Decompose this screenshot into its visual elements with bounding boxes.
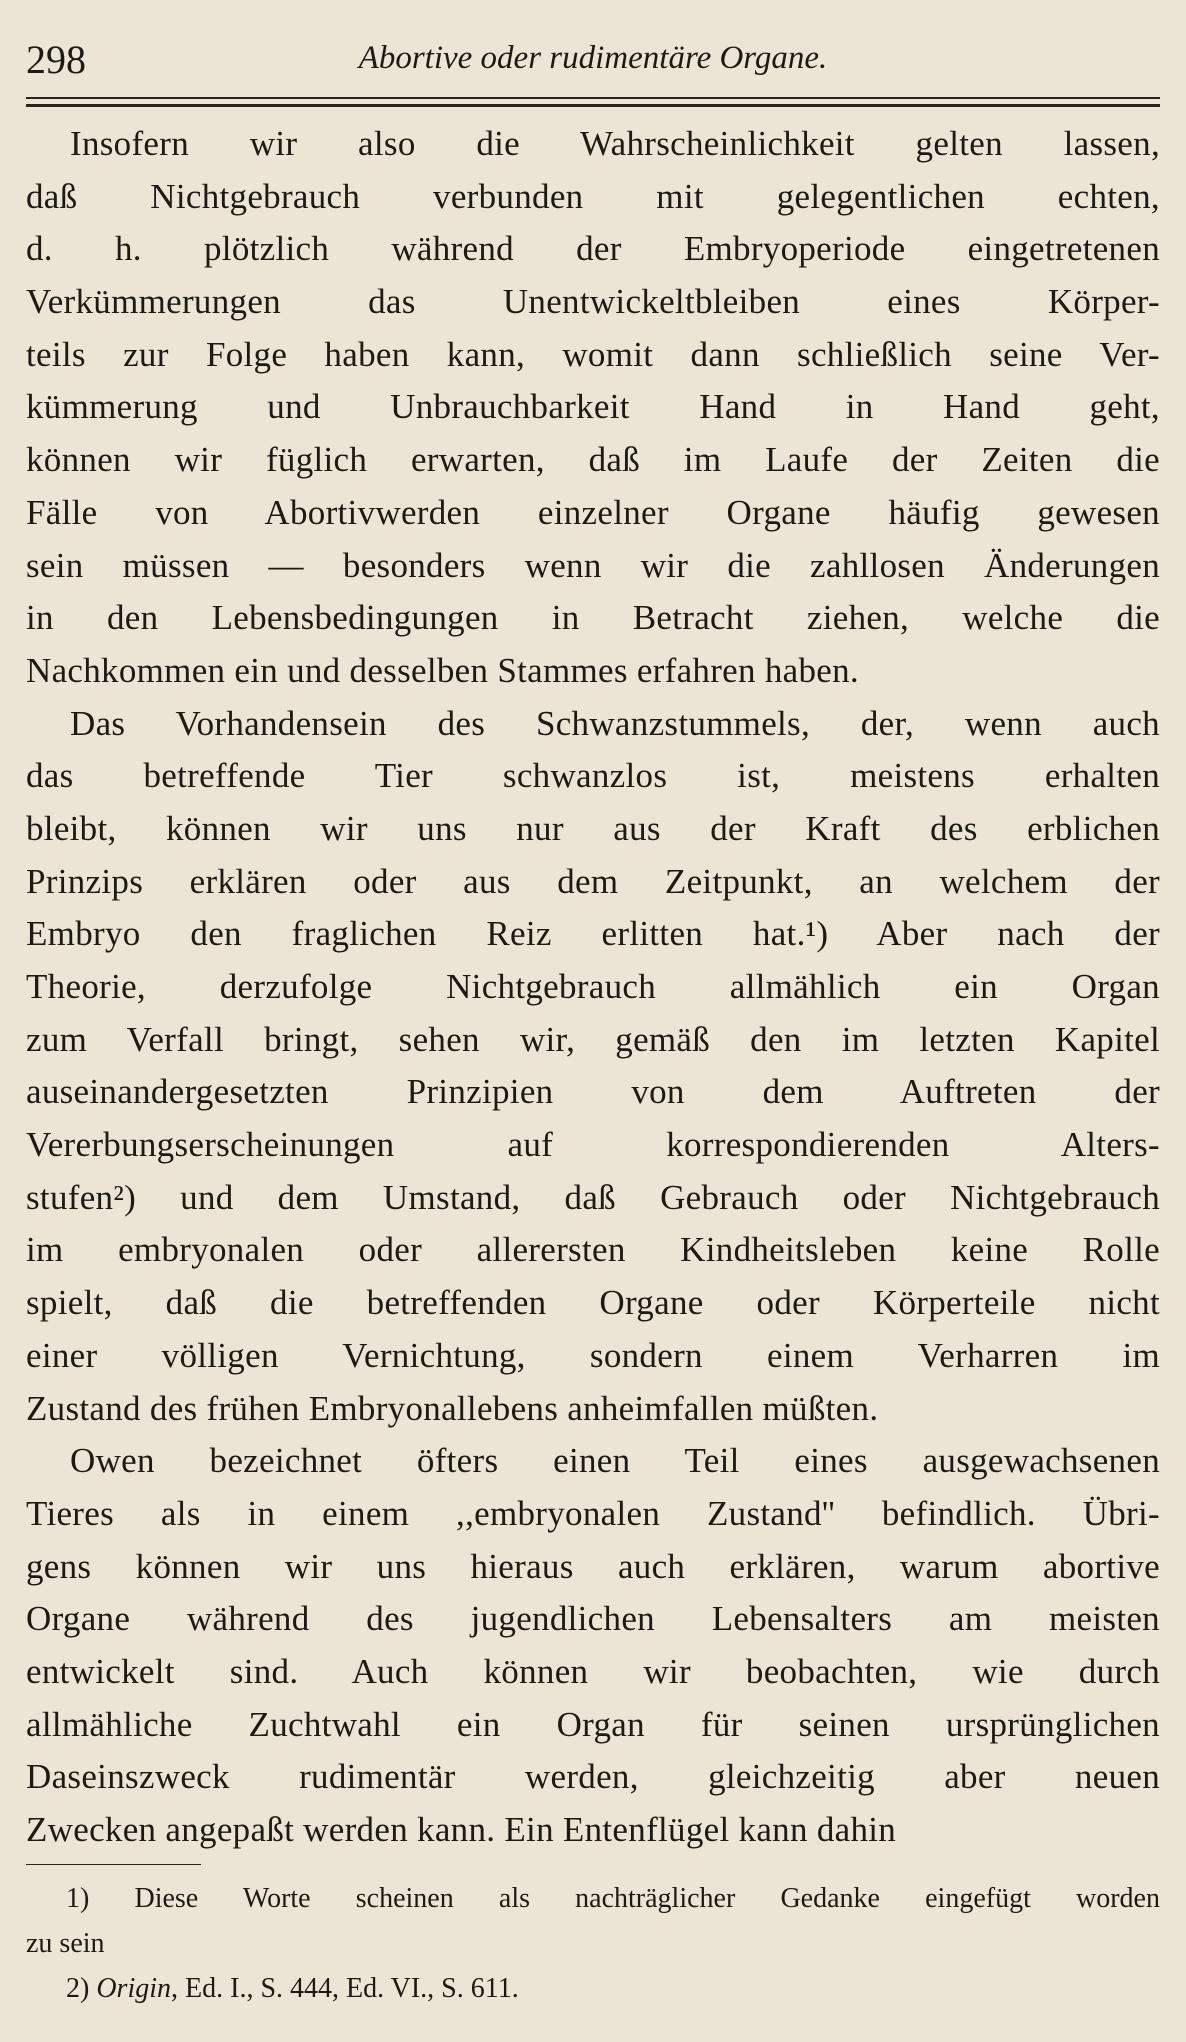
text-line: stufen²) und dem Umstand, daß Gebrauch oder Nichtgebrauch [26,1177,1160,1217]
text-line: können wir füglich erwarten, daß im Laufe der Zeiten die [26,440,1160,480]
text-line: allmähliche Zuchtwahl ein Organ für seinen ursprünglichen [26,1704,1160,1744]
text-line: Nachkommen ein und desselben Stammes erfahren haben. [26,650,859,690]
text-line: Organe während des jugendlichen Lebensalters am meisten [26,1599,1160,1639]
text-line: kümmerung und Unbrauchbarkeit Hand in Hand geht, [26,387,1160,427]
footnote-2-reference: , Ed. I., S. 444, Ed. VI., S. 611. [171,1973,519,2004]
text-line: daß Nichtgebrauch verbunden mit gelegentlichen echten, [26,176,1160,216]
text-line: Fälle von Abortivwerden einzelner Organe häufig gewesen [26,492,1160,532]
footnote-2-marker: 2) [66,1973,97,2004]
text-line: zum Verfall bringt, sehen wir, gemäß den im letzten Kapitel [26,1019,1160,1059]
footnotes [26,1876,1160,2011]
text-line: Vererbungserscheinungen auf korrespondierenden Alters- [26,1125,1160,1165]
text-line: entwickelt sind. Auch können wir beobachten, wie durch [26,1651,1160,1691]
text-line: das betreffende Tier schwanzlos ist, meistens erhalten [26,756,1160,796]
text-line: einer völligen Vernichtung, sondern einem Verharren im [26,1335,1160,1375]
text-line: Verkümmerungen das Unentwickeltbleiben eines Körper- [26,282,1160,322]
text-line: im embryonalen oder allerersten Kindheitsleben keine Rolle [26,1230,1160,1270]
footnote-2-title: Origin [96,1973,172,2004]
text-line: teils zur Folge haben kann, womit dann schließlich seine Ver- [26,334,1160,374]
text-line: Zwecken angepaßt werden kann. Ein Entenflügel kann dahin [26,1810,897,1849]
header-rule-bottom [26,104,1160,107]
text-line: Prinzips erklären oder aus dem Zeitpunkt, an welchem der [26,861,1160,901]
text-line: Theorie, derzufolge Nichtgebrauch allmählich ein Organ [26,967,1160,1006]
text-line: gens können wir uns hieraus auch erklären, warum abortive [26,1546,1160,1586]
text-line: d. h. plötzlich während der Embryoperiode eingetretenen [26,229,1160,269]
text-line: Tieres als in einem ,,embryonalen Zustand'' befindlich. Übri- [26,1493,1160,1533]
text-line: bleibt, können wir uns nur aus der Kraft des erblichen [26,808,1160,848]
text-line: Owen bezeichnet öfters einen Teil eines ausgewachsenen [70,1441,1160,1481]
text-line: Zustand des frühen Embryonallebens anheimfallen müßten. [26,1388,879,1428]
text-line: Das Vorhandensein des Schwanzstummels, der, wenn auch [70,703,1160,743]
page-header [26,30,1160,90]
footnote-2 [26,1966,1160,2011]
text-line: spielt, daß die betreffenden Organe oder Körperteile nicht [26,1283,1160,1323]
body-text [26,118,1160,1857]
text-line: Daseinszweck rudimentär werden, gleichzeitig aber neuen [26,1757,1160,1797]
text-line: sein müssen — besonders wenn wir die zahllosen Änderungen [26,545,1160,585]
text-line: in den Lebensbedingungen in Betracht ziehen, welche die [26,598,1160,638]
page-number: 298 [26,37,86,82]
running-title: Abortive oder rudimentäre Organe. [358,40,828,76]
footnote-1-line-1: 1) Diese Worte scheinen als nachträglicher Gedanke eingefügt worden [66,1883,1160,1914]
footnote-1-line-2: zu sein [26,1928,105,1959]
text-line: Embryo den fraglichen Reiz erlitten hat.¹) Aber nach der [26,914,1160,954]
text-line: auseinandergesetzten Prinzipien von dem Auftreten der [26,1072,1160,1112]
header-rule-top [26,97,1160,99]
text-line: Insofern wir also die Wahrscheinlichkeit gelten lassen, [70,124,1160,163]
footnote-rule [26,1864,201,1865]
